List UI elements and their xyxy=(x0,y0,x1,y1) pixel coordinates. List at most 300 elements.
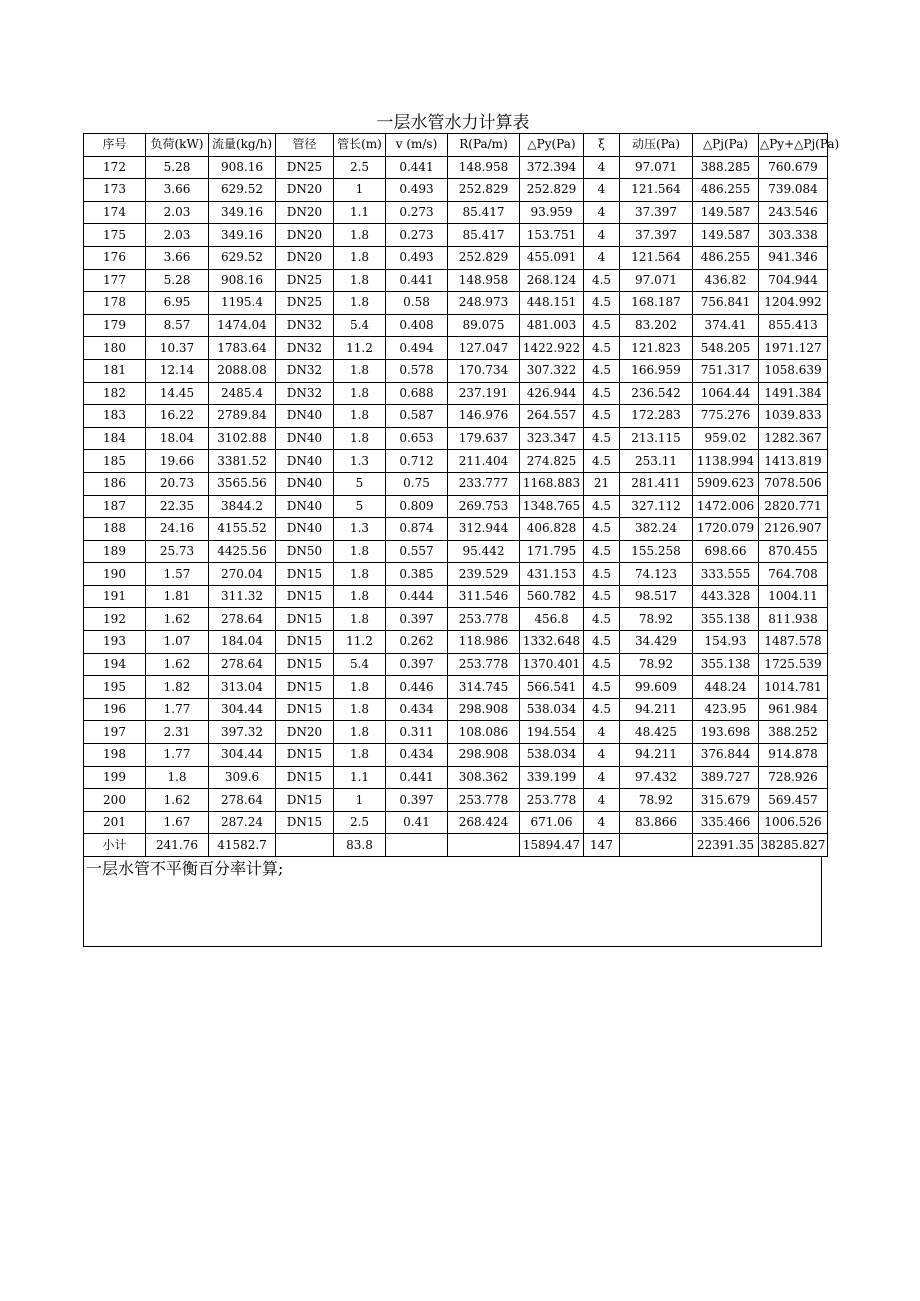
table-row xyxy=(84,337,828,360)
table-cell: 154.93 xyxy=(693,631,759,654)
table-row xyxy=(84,631,828,654)
table-cell: 4 xyxy=(584,224,620,247)
table-cell: 4.5 xyxy=(584,405,620,428)
table-cell: 252.829 xyxy=(448,246,520,269)
table-cell: 184 xyxy=(84,427,146,450)
table-cell: 5.4 xyxy=(334,653,386,676)
table-cell: 698.66 xyxy=(693,540,759,563)
table-cell: 4 xyxy=(584,766,620,789)
table-row xyxy=(84,359,828,382)
table-cell: 914.878 xyxy=(759,744,828,767)
table-cell: 0.262 xyxy=(386,631,448,654)
table-cell: 24.16 xyxy=(146,518,209,541)
table-cell: 1725.539 xyxy=(759,653,828,676)
table-cell: 1.8 xyxy=(334,540,386,563)
table-cell: 4.5 xyxy=(584,382,620,405)
table-row xyxy=(84,292,828,315)
table-cell: 252.829 xyxy=(448,179,520,202)
table-cell: 1.77 xyxy=(146,744,209,767)
table-cell: 333.555 xyxy=(693,563,759,586)
table-cell: 374.41 xyxy=(693,314,759,337)
table-cell: 323.347 xyxy=(520,427,584,450)
table-cell: 4 xyxy=(584,246,620,269)
table-cell: 191 xyxy=(84,585,146,608)
table-cell: 193.698 xyxy=(693,721,759,744)
table-cell: 1204.992 xyxy=(759,292,828,315)
table-cell: 0.41 xyxy=(386,811,448,834)
table-cell: 5.28 xyxy=(146,269,209,292)
subtotal-cell xyxy=(386,834,448,857)
table-cell: 4 xyxy=(584,179,620,202)
table-cell: 0.397 xyxy=(386,789,448,812)
table-cell: 1.8 xyxy=(334,676,386,699)
table-cell: 182 xyxy=(84,382,146,405)
table-cell: DN40 xyxy=(276,472,334,495)
table-cell: 21 xyxy=(584,472,620,495)
table-cell: DN15 xyxy=(276,608,334,631)
table-cell: 0.311 xyxy=(386,721,448,744)
table-cell: 1.8 xyxy=(334,359,386,382)
table-cell: 1.8 xyxy=(334,698,386,721)
table-cell: 629.52 xyxy=(209,246,276,269)
table-cell: 239.529 xyxy=(448,563,520,586)
table-cell: 149.587 xyxy=(693,224,759,247)
table-cell: 278.64 xyxy=(209,653,276,676)
table-cell: 1014.781 xyxy=(759,676,828,699)
table-cell: DN20 xyxy=(276,201,334,224)
table-cell: 1064.44 xyxy=(693,382,759,405)
table-cell: DN15 xyxy=(276,653,334,676)
table-cell: 269.753 xyxy=(448,495,520,518)
table-cell: 0.441 xyxy=(386,156,448,179)
table-cell: 194.554 xyxy=(520,721,584,744)
table-cell: 3844.2 xyxy=(209,495,276,518)
table-cell: 704.944 xyxy=(759,269,828,292)
table-row xyxy=(84,608,828,631)
table-cell: 335.466 xyxy=(693,811,759,834)
table-cell: 2.5 xyxy=(334,156,386,179)
table-cell: 268.424 xyxy=(448,811,520,834)
subtotal-cell: 15894.47 xyxy=(520,834,584,857)
table-cell: DN15 xyxy=(276,811,334,834)
table-cell: 1.82 xyxy=(146,676,209,699)
table-row xyxy=(84,721,828,744)
table-cell: 3565.56 xyxy=(209,472,276,495)
table-cell: 1.8 xyxy=(334,427,386,450)
table-cell: DN25 xyxy=(276,156,334,179)
table-cell: 3.66 xyxy=(146,246,209,269)
table-cell: DN15 xyxy=(276,789,334,812)
column-header: 管长(m) xyxy=(334,134,386,157)
table-cell: 1.3 xyxy=(334,518,386,541)
table-cell: DN50 xyxy=(276,540,334,563)
table-cell: 1.8 xyxy=(334,292,386,315)
table-cell: 278.64 xyxy=(209,789,276,812)
table-cell: 252.829 xyxy=(520,179,584,202)
table-cell: 233.777 xyxy=(448,472,520,495)
table-cell: 253.778 xyxy=(448,608,520,631)
table-cell: 311.546 xyxy=(448,585,520,608)
table-cell: 1720.079 xyxy=(693,518,759,541)
table-cell: DN15 xyxy=(276,585,334,608)
table-cell: 959.02 xyxy=(693,427,759,450)
table-cell: 174 xyxy=(84,201,146,224)
table-cell: 426.944 xyxy=(520,382,584,405)
table-cell: 0.688 xyxy=(386,382,448,405)
table-cell: 181 xyxy=(84,359,146,382)
table-cell: 187 xyxy=(84,495,146,518)
table-cell: 4.5 xyxy=(584,563,620,586)
table-cell: 0.444 xyxy=(386,585,448,608)
table-cell: 538.034 xyxy=(520,698,584,721)
table-cell: 0.58 xyxy=(386,292,448,315)
table-cell: 4.5 xyxy=(584,653,620,676)
table-cell: 270.04 xyxy=(209,563,276,586)
table-cell: 0.441 xyxy=(386,269,448,292)
table-row xyxy=(84,766,828,789)
table-cell: 327.112 xyxy=(620,495,693,518)
table-cell: DN15 xyxy=(276,563,334,586)
table-cell: 8.57 xyxy=(146,314,209,337)
table-cell: 304.44 xyxy=(209,744,276,767)
table-cell: 11.2 xyxy=(334,337,386,360)
table-cell: 811.938 xyxy=(759,608,828,631)
table-row xyxy=(84,246,828,269)
table-cell: 1195.4 xyxy=(209,292,276,315)
table-cell: 908.16 xyxy=(209,269,276,292)
table-cell: 0.434 xyxy=(386,698,448,721)
table-cell: 243.546 xyxy=(759,201,828,224)
table-cell: 1.67 xyxy=(146,811,209,834)
table-cell: 196 xyxy=(84,698,146,721)
table-cell: 1971.127 xyxy=(759,337,828,360)
table-cell: 307.322 xyxy=(520,359,584,382)
table-cell: 1487.578 xyxy=(759,631,828,654)
table-cell: 179.637 xyxy=(448,427,520,450)
table-cell: 83.202 xyxy=(620,314,693,337)
table-row xyxy=(84,314,828,337)
table-cell: DN32 xyxy=(276,359,334,382)
table-cell: 355.138 xyxy=(693,653,759,676)
table-cell: 97.071 xyxy=(620,156,693,179)
table-cell: 7078.506 xyxy=(759,472,828,495)
table-cell: 908.16 xyxy=(209,156,276,179)
table-cell: 0.397 xyxy=(386,653,448,676)
table-cell: 253.778 xyxy=(520,789,584,812)
table-cell: 6.95 xyxy=(146,292,209,315)
table-cell: 486.255 xyxy=(693,246,759,269)
table-cell: 179 xyxy=(84,314,146,337)
table-cell: 2126.907 xyxy=(759,518,828,541)
table-cell: 1.8 xyxy=(334,721,386,744)
table-cell: 4 xyxy=(584,156,620,179)
table-cell: 194 xyxy=(84,653,146,676)
table-cell: 0.273 xyxy=(386,201,448,224)
table-cell: 4 xyxy=(584,811,620,834)
table-cell: 739.084 xyxy=(759,179,828,202)
table-cell: 121.823 xyxy=(620,337,693,360)
table-cell: 118.986 xyxy=(448,631,520,654)
table-cell: 728.926 xyxy=(759,766,828,789)
table-cell: 14.45 xyxy=(146,382,209,405)
table-cell: 4.5 xyxy=(584,337,620,360)
table-cell: 25.73 xyxy=(146,540,209,563)
table-cell: 1 xyxy=(334,789,386,812)
table-cell: 83.866 xyxy=(620,811,693,834)
table-cell: 961.984 xyxy=(759,698,828,721)
table-cell: 4.5 xyxy=(584,518,620,541)
table-cell: 423.95 xyxy=(693,698,759,721)
table-cell: 629.52 xyxy=(209,179,276,202)
subtotal-cell: 83.8 xyxy=(334,834,386,857)
table-cell: 4 xyxy=(584,744,620,767)
table-cell: 4425.56 xyxy=(209,540,276,563)
table-cell: DN40 xyxy=(276,427,334,450)
table-cell: 199 xyxy=(84,766,146,789)
table-row xyxy=(84,744,828,767)
table-cell: 349.16 xyxy=(209,201,276,224)
table-cell: 308.362 xyxy=(448,766,520,789)
table-cell: 298.908 xyxy=(448,744,520,767)
table-cell: 431.153 xyxy=(520,563,584,586)
table-cell: 1.62 xyxy=(146,653,209,676)
table-cell: 0.273 xyxy=(386,224,448,247)
table-cell: 237.191 xyxy=(448,382,520,405)
table-cell: 3102.88 xyxy=(209,427,276,450)
table-cell: 855.413 xyxy=(759,314,828,337)
table-cell: 309.6 xyxy=(209,766,276,789)
table-cell: 89.075 xyxy=(448,314,520,337)
table-cell: 4.5 xyxy=(584,631,620,654)
column-header: 序号 xyxy=(84,134,146,157)
table-cell: 1.8 xyxy=(334,224,386,247)
table-cell: 455.091 xyxy=(520,246,584,269)
table-cell: 764.708 xyxy=(759,563,828,586)
table-cell: 671.06 xyxy=(520,811,584,834)
table-cell: 376.844 xyxy=(693,744,759,767)
column-header: 负荷(kW) xyxy=(146,134,209,157)
table-cell: 1474.04 xyxy=(209,314,276,337)
table-cell: 548.205 xyxy=(693,337,759,360)
table-cell: 149.587 xyxy=(693,201,759,224)
subtotal-cell: 小计 xyxy=(84,834,146,857)
table-cell: 2.03 xyxy=(146,201,209,224)
table-row xyxy=(84,382,828,405)
table-cell: 372.394 xyxy=(520,156,584,179)
table-cell: 4.5 xyxy=(584,450,620,473)
table-cell: 0.557 xyxy=(386,540,448,563)
table-cell: 4.5 xyxy=(584,269,620,292)
table-cell: 148.958 xyxy=(448,156,520,179)
table-row xyxy=(84,269,828,292)
table-cell: 287.24 xyxy=(209,811,276,834)
table-cell: 178 xyxy=(84,292,146,315)
table-cell: 2789.84 xyxy=(209,405,276,428)
table-cell: 389.727 xyxy=(693,766,759,789)
table-cell: DN15 xyxy=(276,766,334,789)
table-cell: 190 xyxy=(84,563,146,586)
subtotal-cell: 241.76 xyxy=(146,834,209,857)
table-cell: 0.494 xyxy=(386,337,448,360)
sheet-title: 一层水管水力计算表 xyxy=(376,113,530,133)
table-cell: 443.328 xyxy=(693,585,759,608)
table-cell: 1.8 xyxy=(334,585,386,608)
table-cell: 0.809 xyxy=(386,495,448,518)
table-cell: 264.557 xyxy=(520,405,584,428)
table-cell: 148.958 xyxy=(448,269,520,292)
table-row xyxy=(84,224,828,247)
table-cell: 78.92 xyxy=(620,653,693,676)
table-cell: 155.258 xyxy=(620,540,693,563)
table-cell: DN15 xyxy=(276,676,334,699)
table-cell: 1168.883 xyxy=(520,472,584,495)
table-cell: 121.564 xyxy=(620,179,693,202)
subtotal-cell: 41582.7 xyxy=(209,834,276,857)
table-cell: 211.404 xyxy=(448,450,520,473)
table-row xyxy=(84,405,828,428)
table-cell: 1138.994 xyxy=(693,450,759,473)
table-cell: 236.542 xyxy=(620,382,693,405)
table-cell: 195 xyxy=(84,676,146,699)
table-cell: 5 xyxy=(334,472,386,495)
table-cell: 3381.52 xyxy=(209,450,276,473)
table-cell: 34.429 xyxy=(620,631,693,654)
table-cell: 171.795 xyxy=(520,540,584,563)
table-cell: 0.408 xyxy=(386,314,448,337)
table-cell: DN15 xyxy=(276,744,334,767)
table-cell: 0.397 xyxy=(386,608,448,631)
table-cell: 4.5 xyxy=(584,540,620,563)
table-cell: 274.825 xyxy=(520,450,584,473)
table-row xyxy=(84,472,828,495)
table-cell: 253.778 xyxy=(448,653,520,676)
table-cell: 4.5 xyxy=(584,608,620,631)
table-cell: 193 xyxy=(84,631,146,654)
table-cell: 0.434 xyxy=(386,744,448,767)
table-cell: 172 xyxy=(84,156,146,179)
table-cell: 127.047 xyxy=(448,337,520,360)
table-cell: 4 xyxy=(584,201,620,224)
table-cell: DN40 xyxy=(276,450,334,473)
table-cell: 1491.384 xyxy=(759,382,828,405)
table-cell: 78.92 xyxy=(620,608,693,631)
table-cell: 1.8 xyxy=(334,744,386,767)
table-cell: 183 xyxy=(84,405,146,428)
table-row xyxy=(84,585,828,608)
column-header: △Py+△Pj(Pa) xyxy=(759,134,828,157)
table-cell: 2.5 xyxy=(334,811,386,834)
table-cell: 20.73 xyxy=(146,472,209,495)
table-row xyxy=(84,201,828,224)
table-cell: 1.57 xyxy=(146,563,209,586)
table-cell: 566.541 xyxy=(520,676,584,699)
table-cell: 5 xyxy=(334,495,386,518)
table-cell: DN20 xyxy=(276,224,334,247)
table-cell: 349.16 xyxy=(209,224,276,247)
table-cell: 1.8 xyxy=(334,382,386,405)
table-cell: 189 xyxy=(84,540,146,563)
table-cell: 355.138 xyxy=(693,608,759,631)
table-cell: 569.457 xyxy=(759,789,828,812)
table-cell: 2.03 xyxy=(146,224,209,247)
table-cell: 4.5 xyxy=(584,698,620,721)
table-cell: 172.283 xyxy=(620,405,693,428)
table-cell: 99.609 xyxy=(620,676,693,699)
subtotal-cell: 38285.827 xyxy=(759,834,828,857)
table-cell: 1.8 xyxy=(334,608,386,631)
table-cell: DN32 xyxy=(276,314,334,337)
table-body xyxy=(84,156,828,856)
table-cell: 0.578 xyxy=(386,359,448,382)
table-cell: 121.564 xyxy=(620,246,693,269)
table-cell: 19.66 xyxy=(146,450,209,473)
table-row xyxy=(84,563,828,586)
column-header: 管径 xyxy=(276,134,334,157)
table-cell: 388.252 xyxy=(759,721,828,744)
table-cell: DN40 xyxy=(276,495,334,518)
table-cell: DN32 xyxy=(276,337,334,360)
table-cell: 18.04 xyxy=(146,427,209,450)
table-cell: 4.5 xyxy=(584,585,620,608)
table-cell: 304.44 xyxy=(209,698,276,721)
table-cell: 268.124 xyxy=(520,269,584,292)
table-cell: DN20 xyxy=(276,721,334,744)
table-cell: 0.493 xyxy=(386,246,448,269)
table-cell: 3.66 xyxy=(146,179,209,202)
table-cell: 4 xyxy=(584,789,620,812)
table-cell: 37.397 xyxy=(620,201,693,224)
table-cell: 1.81 xyxy=(146,585,209,608)
table-row xyxy=(84,427,828,450)
table-cell: 941.346 xyxy=(759,246,828,269)
table-cell: 175 xyxy=(84,224,146,247)
table-cell: 1.77 xyxy=(146,698,209,721)
column-header: R(Pa/m) xyxy=(448,134,520,157)
table-cell: 1006.526 xyxy=(759,811,828,834)
table-cell: 313.04 xyxy=(209,676,276,699)
table-cell: 1.62 xyxy=(146,789,209,812)
table-cell: 1370.401 xyxy=(520,653,584,676)
table-row xyxy=(84,495,828,518)
table-header-row xyxy=(84,134,828,157)
table-cell: 74.123 xyxy=(620,563,693,586)
table-cell: 456.8 xyxy=(520,608,584,631)
table-row xyxy=(84,179,828,202)
table-cell: 388.285 xyxy=(693,156,759,179)
table-cell: DN15 xyxy=(276,698,334,721)
table-cell: 97.432 xyxy=(620,766,693,789)
table-cell: 1422.922 xyxy=(520,337,584,360)
table-cell: 4.5 xyxy=(584,495,620,518)
column-header: ξ xyxy=(584,134,620,157)
table-cell: 0.446 xyxy=(386,676,448,699)
table-cell: 1.8 xyxy=(146,766,209,789)
column-header: 流量(kg/h) xyxy=(209,134,276,157)
table-cell: 5.4 xyxy=(334,314,386,337)
table-cell: 153.751 xyxy=(520,224,584,247)
column-header: △Pj(Pa) xyxy=(693,134,759,157)
table-cell: 5909.623 xyxy=(693,472,759,495)
table-cell: 1413.819 xyxy=(759,450,828,473)
table-cell: 4.5 xyxy=(584,676,620,699)
table-cell: 170.734 xyxy=(448,359,520,382)
subtotal-cell: 147 xyxy=(584,834,620,857)
column-header: 动压(Pa) xyxy=(620,134,693,157)
table-row xyxy=(84,156,828,179)
table-cell: 98.517 xyxy=(620,585,693,608)
table-cell: 0.493 xyxy=(386,179,448,202)
table-cell: 0.712 xyxy=(386,450,448,473)
